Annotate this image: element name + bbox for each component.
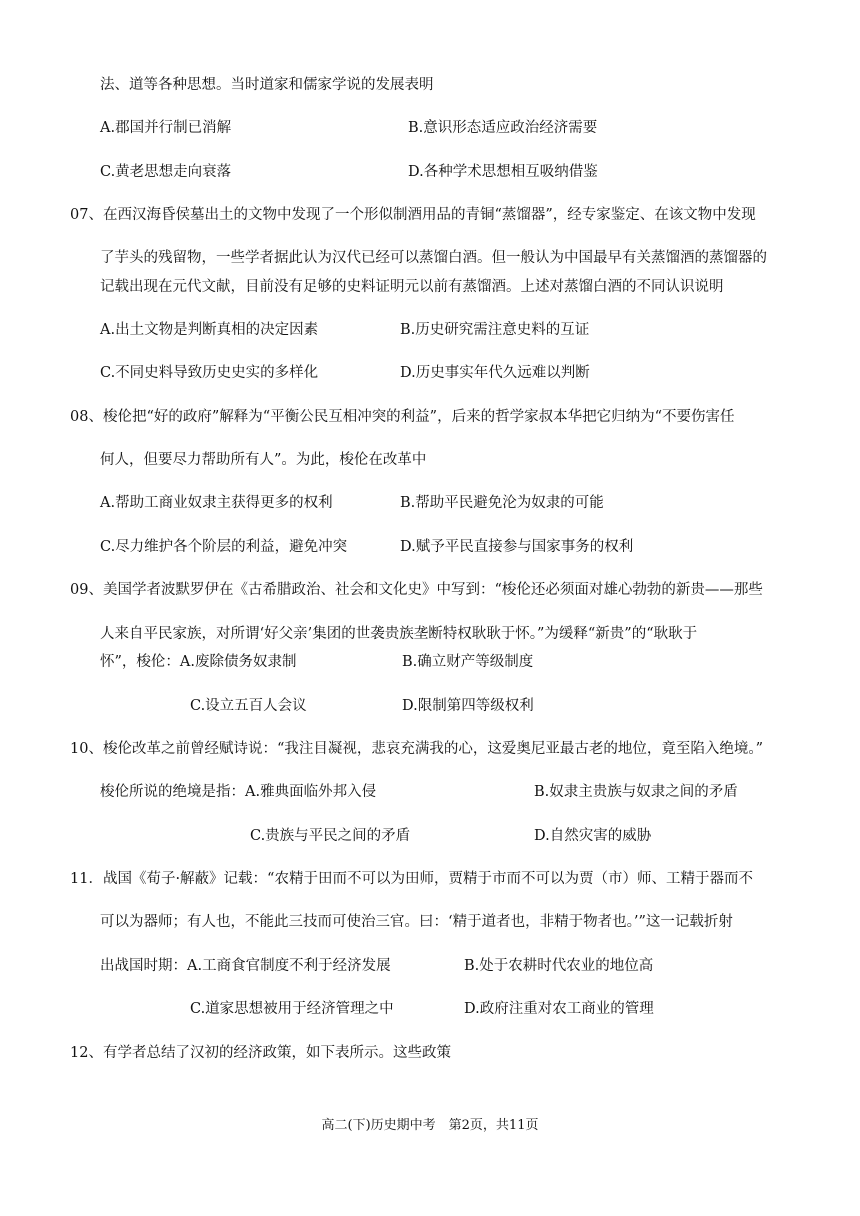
q06-stem-line: 法、道等各种思想。当时道家和儒家学说的发展表明 <box>100 77 434 93</box>
q11-stem-line-2: 可以为器师；有人也，不能此三技而可使治三官。曰：‘精于道者也，非精于物者也。’”这一记载折射 <box>100 914 733 930</box>
page-footer: 高二(下)历史期中考 第2页，共11页 <box>321 1118 539 1133</box>
q06-option-b: B.意识形态适应政治经济需要 <box>408 120 598 136</box>
q08-option-a: A.帮助工商业奴隶主获得更多的权利 <box>100 495 333 511</box>
q06-option-c: C.黄老思想走向衰落 <box>100 164 232 180</box>
q10-stem-line-1: 10、梭伦改革之前曾经赋诗说：“我注目凝视，悲哀充满我的心，这爱奥尼亚最古老的地位，竟至陷入绝境。” <box>70 741 764 757</box>
q10-option-d: D.自然灾害的威胁 <box>534 828 652 844</box>
q10-option-b: B.奴隶主贵族与奴隶之间的矛盾 <box>534 784 738 800</box>
q07-option-a: A.出土文物是判断真相的决定因素 <box>100 322 319 338</box>
q09-option-c: C.设立五百人会议 <box>190 698 307 714</box>
q06-option-a: A.郡国并行制已消解 <box>100 120 232 136</box>
q09-option-b: B.确立财产等级制度 <box>402 654 534 670</box>
q07-option-d: D.历史事实年代久远难以判断 <box>400 365 590 381</box>
q07-option-b: B.历史研究需注意史料的互证 <box>400 322 590 338</box>
q10-stem-line-2: 梭伦所说的绝境是指：A.雅典面临外邦入侵 <box>100 784 377 800</box>
q07-stem-line-3: 记载出现在元代文献，目前没有足够的史料证明元以前有蒸馏酒。上述对蒸馏白酒的不同认识说明 <box>100 279 724 295</box>
q09-option-d: D.限制第四等级权利 <box>402 698 534 714</box>
q11-option-c: C.道家思想被用于经济管理之中 <box>190 1001 394 1017</box>
q07-option-c: C.不同史料导致历史史实的多样化 <box>100 365 319 381</box>
q08-option-c: C.尽力维护各个阶层的利益，避免冲突 <box>100 539 348 555</box>
q07-stem-line-1: 07、在西汉海昏侯墓出土的文物中发现了一个形似制酒用品的青铜“蒸馏器”，经专家鉴定、在该文物中发现 <box>70 207 756 223</box>
q08-option-d: D.赋予平民直接参与国家事务的权利 <box>400 539 634 555</box>
q09-stem-line-1: 09、美国学者波默罗伊在《古希腊政治、社会和文化史》中写到：“梭伦还必须面对雄心勃勃的新贵——那些 <box>70 582 763 598</box>
q08-stem-line-2: 何人，但要尽力帮助所有人”。为此，梭伦在改革中 <box>100 452 427 468</box>
q11-stem-line-3: 出战国时期：A.工商食官制度不利于经济发展 <box>100 958 391 974</box>
q10-option-c: C.贵族与平民之间的矛盾 <box>250 828 411 844</box>
q08-stem-line-1: 08、梭伦把“好的政府”解释为“平衡公民互相冲突的利益”，后来的哲学家叔本华把它归纳为“不要伤害任 <box>70 409 735 425</box>
q12-stem-line-1: 12、有学者总结了汉初的经济政策，如下表所示。这些政策 <box>70 1045 451 1061</box>
q11-option-b: B.处于农耕时代农业的地位高 <box>464 958 654 974</box>
q08-option-b: B.帮助平民避免沦为奴隶的可能 <box>400 495 604 511</box>
q11-option-d: D.政府注重对农工商业的管理 <box>464 1001 654 1017</box>
q09-stem-line-2: 人来自平民家族，对所谓‘好父亲’集团的世袭贵族垄断特权耿耿于怀。”为缓释“新贵”的“耿耿于 <box>100 626 698 642</box>
q06-option-d: D.各种学术思想相互吸纳借鉴 <box>408 164 598 180</box>
q11-stem-line-1: 11．战国《荀子·解蔽》记载：“农精于田而不可以为田师，贾精于市而不可以为贾（市）师、工精于器而不 <box>70 871 753 887</box>
q07-stem-line-2: 了芋头的残留物，一些学者据此认为汉代已经可以蒸馏白酒。但一般认为中国最早有关蒸馏酒的蒸馏器的 <box>100 250 767 266</box>
q09-stem-line-3: 怀”，梭伦：A.废除债务奴隶制 <box>100 654 297 670</box>
